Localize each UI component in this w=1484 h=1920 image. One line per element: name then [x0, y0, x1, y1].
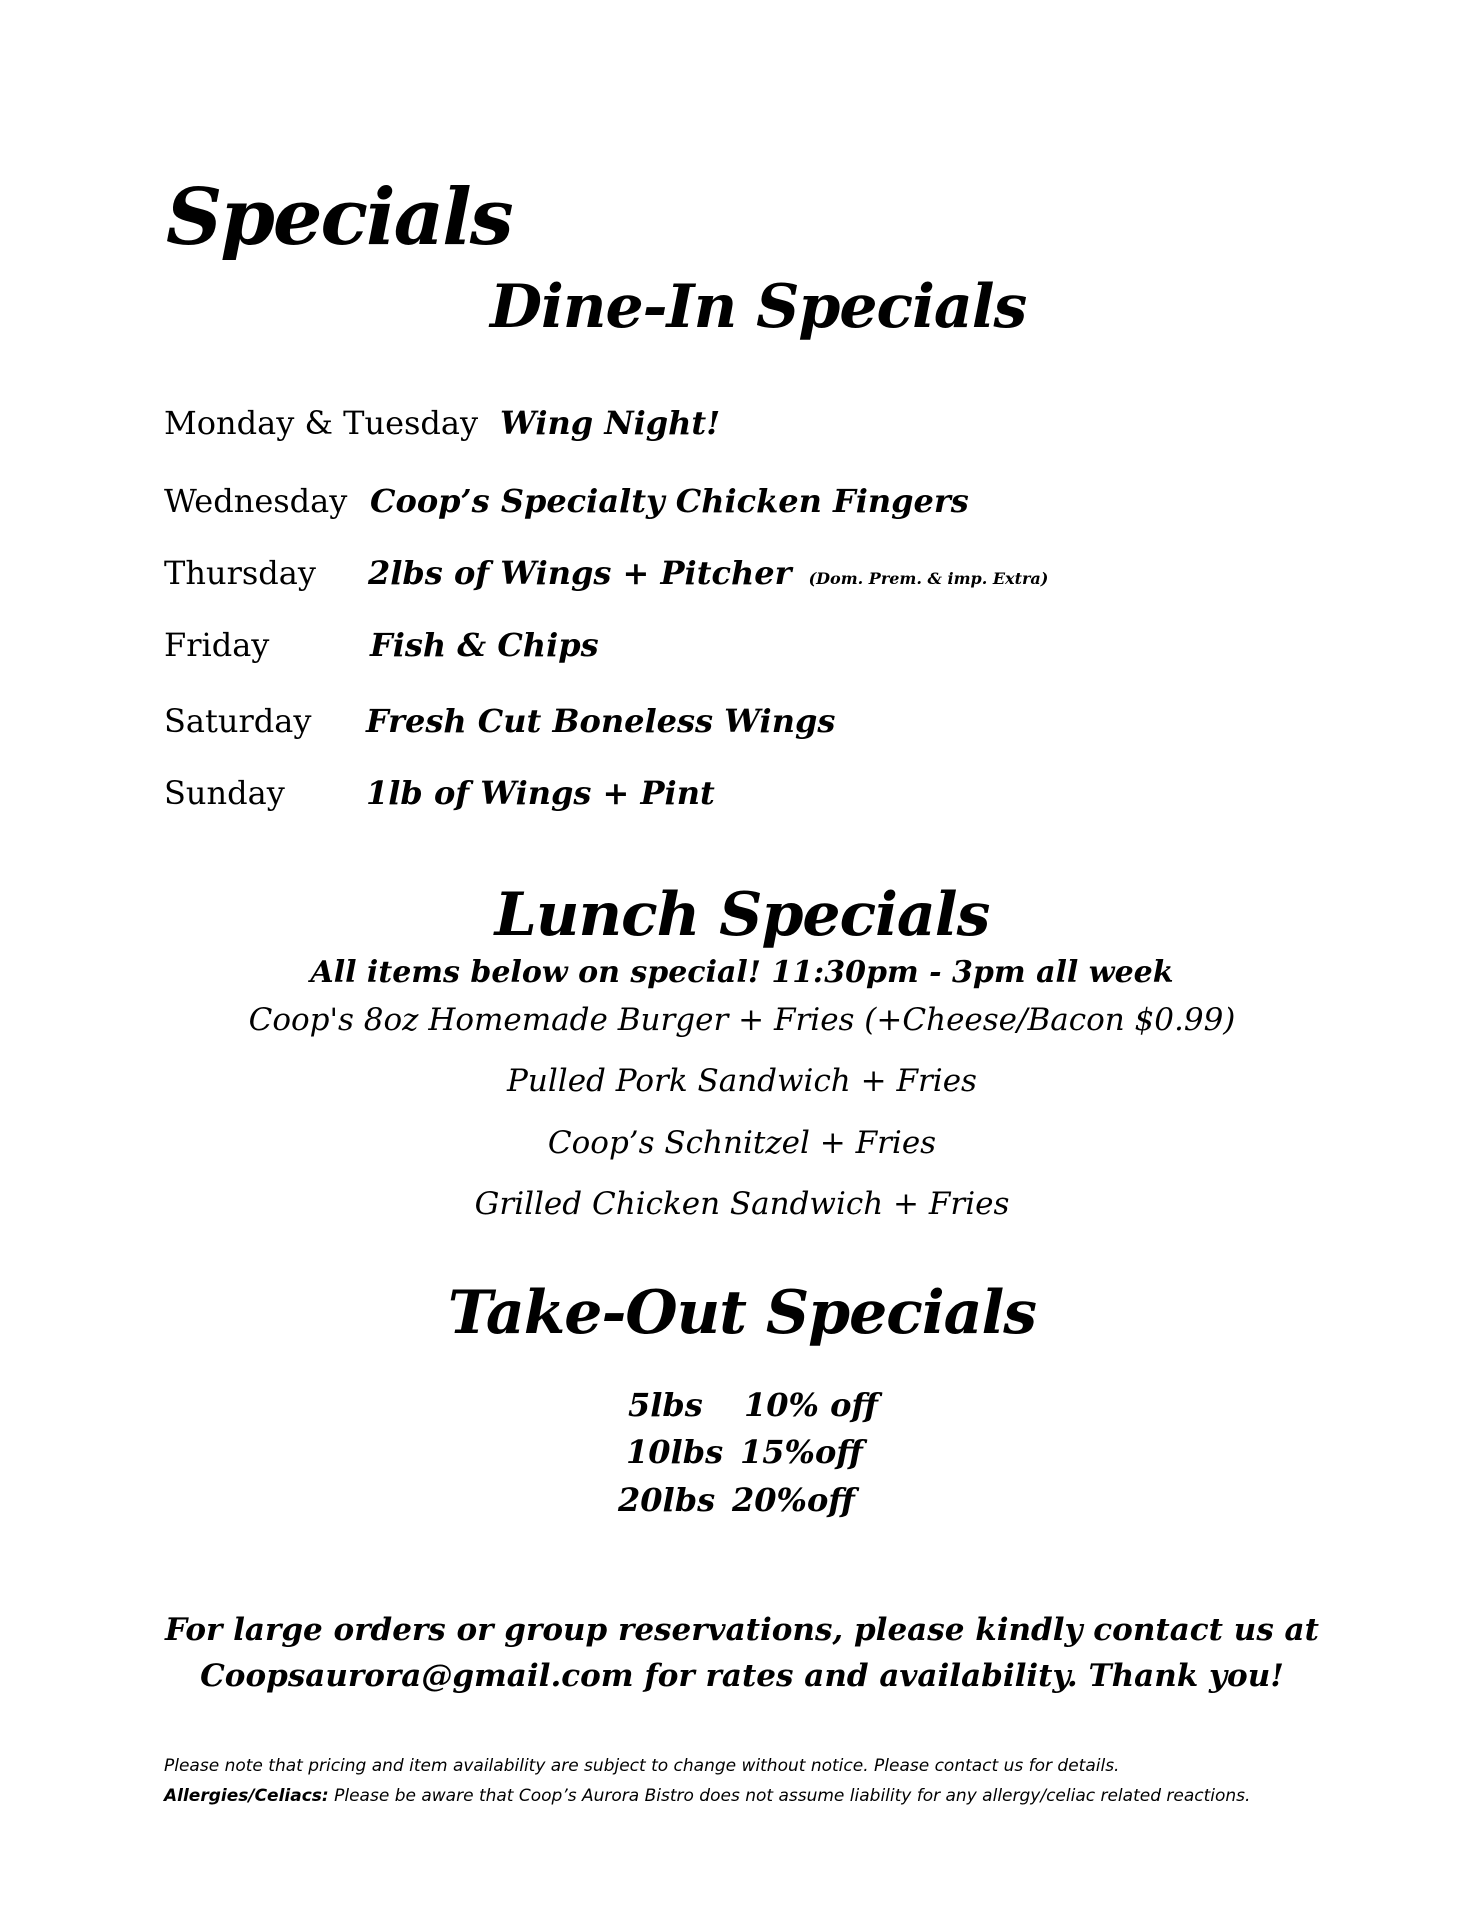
take-out-amount: 20lbs: [618, 1481, 716, 1519]
day-label: Monday & Tuesday: [164, 404, 479, 442]
page-title: Specials: [166, 172, 512, 263]
lunch-item: Pulled Pork Sandwich + Fries: [507, 1063, 977, 1099]
lunch-subheading: All items below on special! 11:30pm - 3pm all week: [310, 955, 1174, 990]
dine-in-special: Fish & Chips: [370, 626, 599, 664]
dine-in-special-row: [368, 554, 1048, 592]
day-label: Sunday: [164, 774, 285, 812]
take-out-amount: 10lbs: [626, 1433, 724, 1471]
take-out-discount: 10% off: [744, 1386, 878, 1424]
contact-line: For large orders or group reservations, please kindly contact us at: [165, 1612, 1319, 1648]
take-out-discount: 20%off: [732, 1481, 855, 1519]
allergy-text: Please be aware that Coop’s Aurora Bistro does not assume liability for any allergy/celiac related reactions.: [328, 1786, 1251, 1806]
allergy-label: Allergies/Celiacs:: [164, 1786, 329, 1806]
pricing-notice: Please note that pricing and item availability are subject to change without notice. Please contact us for details.: [164, 1756, 1120, 1776]
take-out-heading: Take-Out Specials: [447, 1278, 1037, 1348]
lunch-item: Coop's 8oz Homemade Burger + Fries (+Cheese/Bacon $0.99): [248, 1002, 1236, 1038]
dine-in-special: 2lbs of Wings + Pitcher: [368, 554, 792, 592]
lunch-item: Coop’s Schnitzel + Fries: [547, 1125, 937, 1161]
day-label: Friday: [164, 626, 270, 664]
dine-in-special: Fresh Cut Boneless Wings: [366, 702, 836, 740]
lunch-item: Grilled Chicken Sandwich + Fries: [474, 1186, 1010, 1222]
dine-in-special-note: (Dom. Prem. & imp. Extra): [808, 569, 1049, 588]
dine-in-special: 1lb of Wings + Pint: [366, 774, 715, 812]
day-label: Saturday: [164, 702, 312, 740]
dine-in-special: Wing Night!: [500, 404, 721, 442]
dine-in-heading: Dine-In Specials: [490, 272, 1027, 342]
dine-in-special: Coop’s Specialty Chicken Fingers: [370, 482, 969, 520]
day-label: Wednesday: [164, 482, 348, 520]
take-out-amount: 5lbs: [628, 1386, 703, 1424]
day-label: Thursday: [164, 554, 316, 592]
contact-line: Coopsaurora@gmail.com for rates and availability. Thank you!: [200, 1658, 1284, 1694]
lunch-heading: Lunch Specials: [494, 880, 990, 950]
allergy-notice: [164, 1786, 1250, 1806]
take-out-discount: 15%off: [740, 1433, 863, 1471]
